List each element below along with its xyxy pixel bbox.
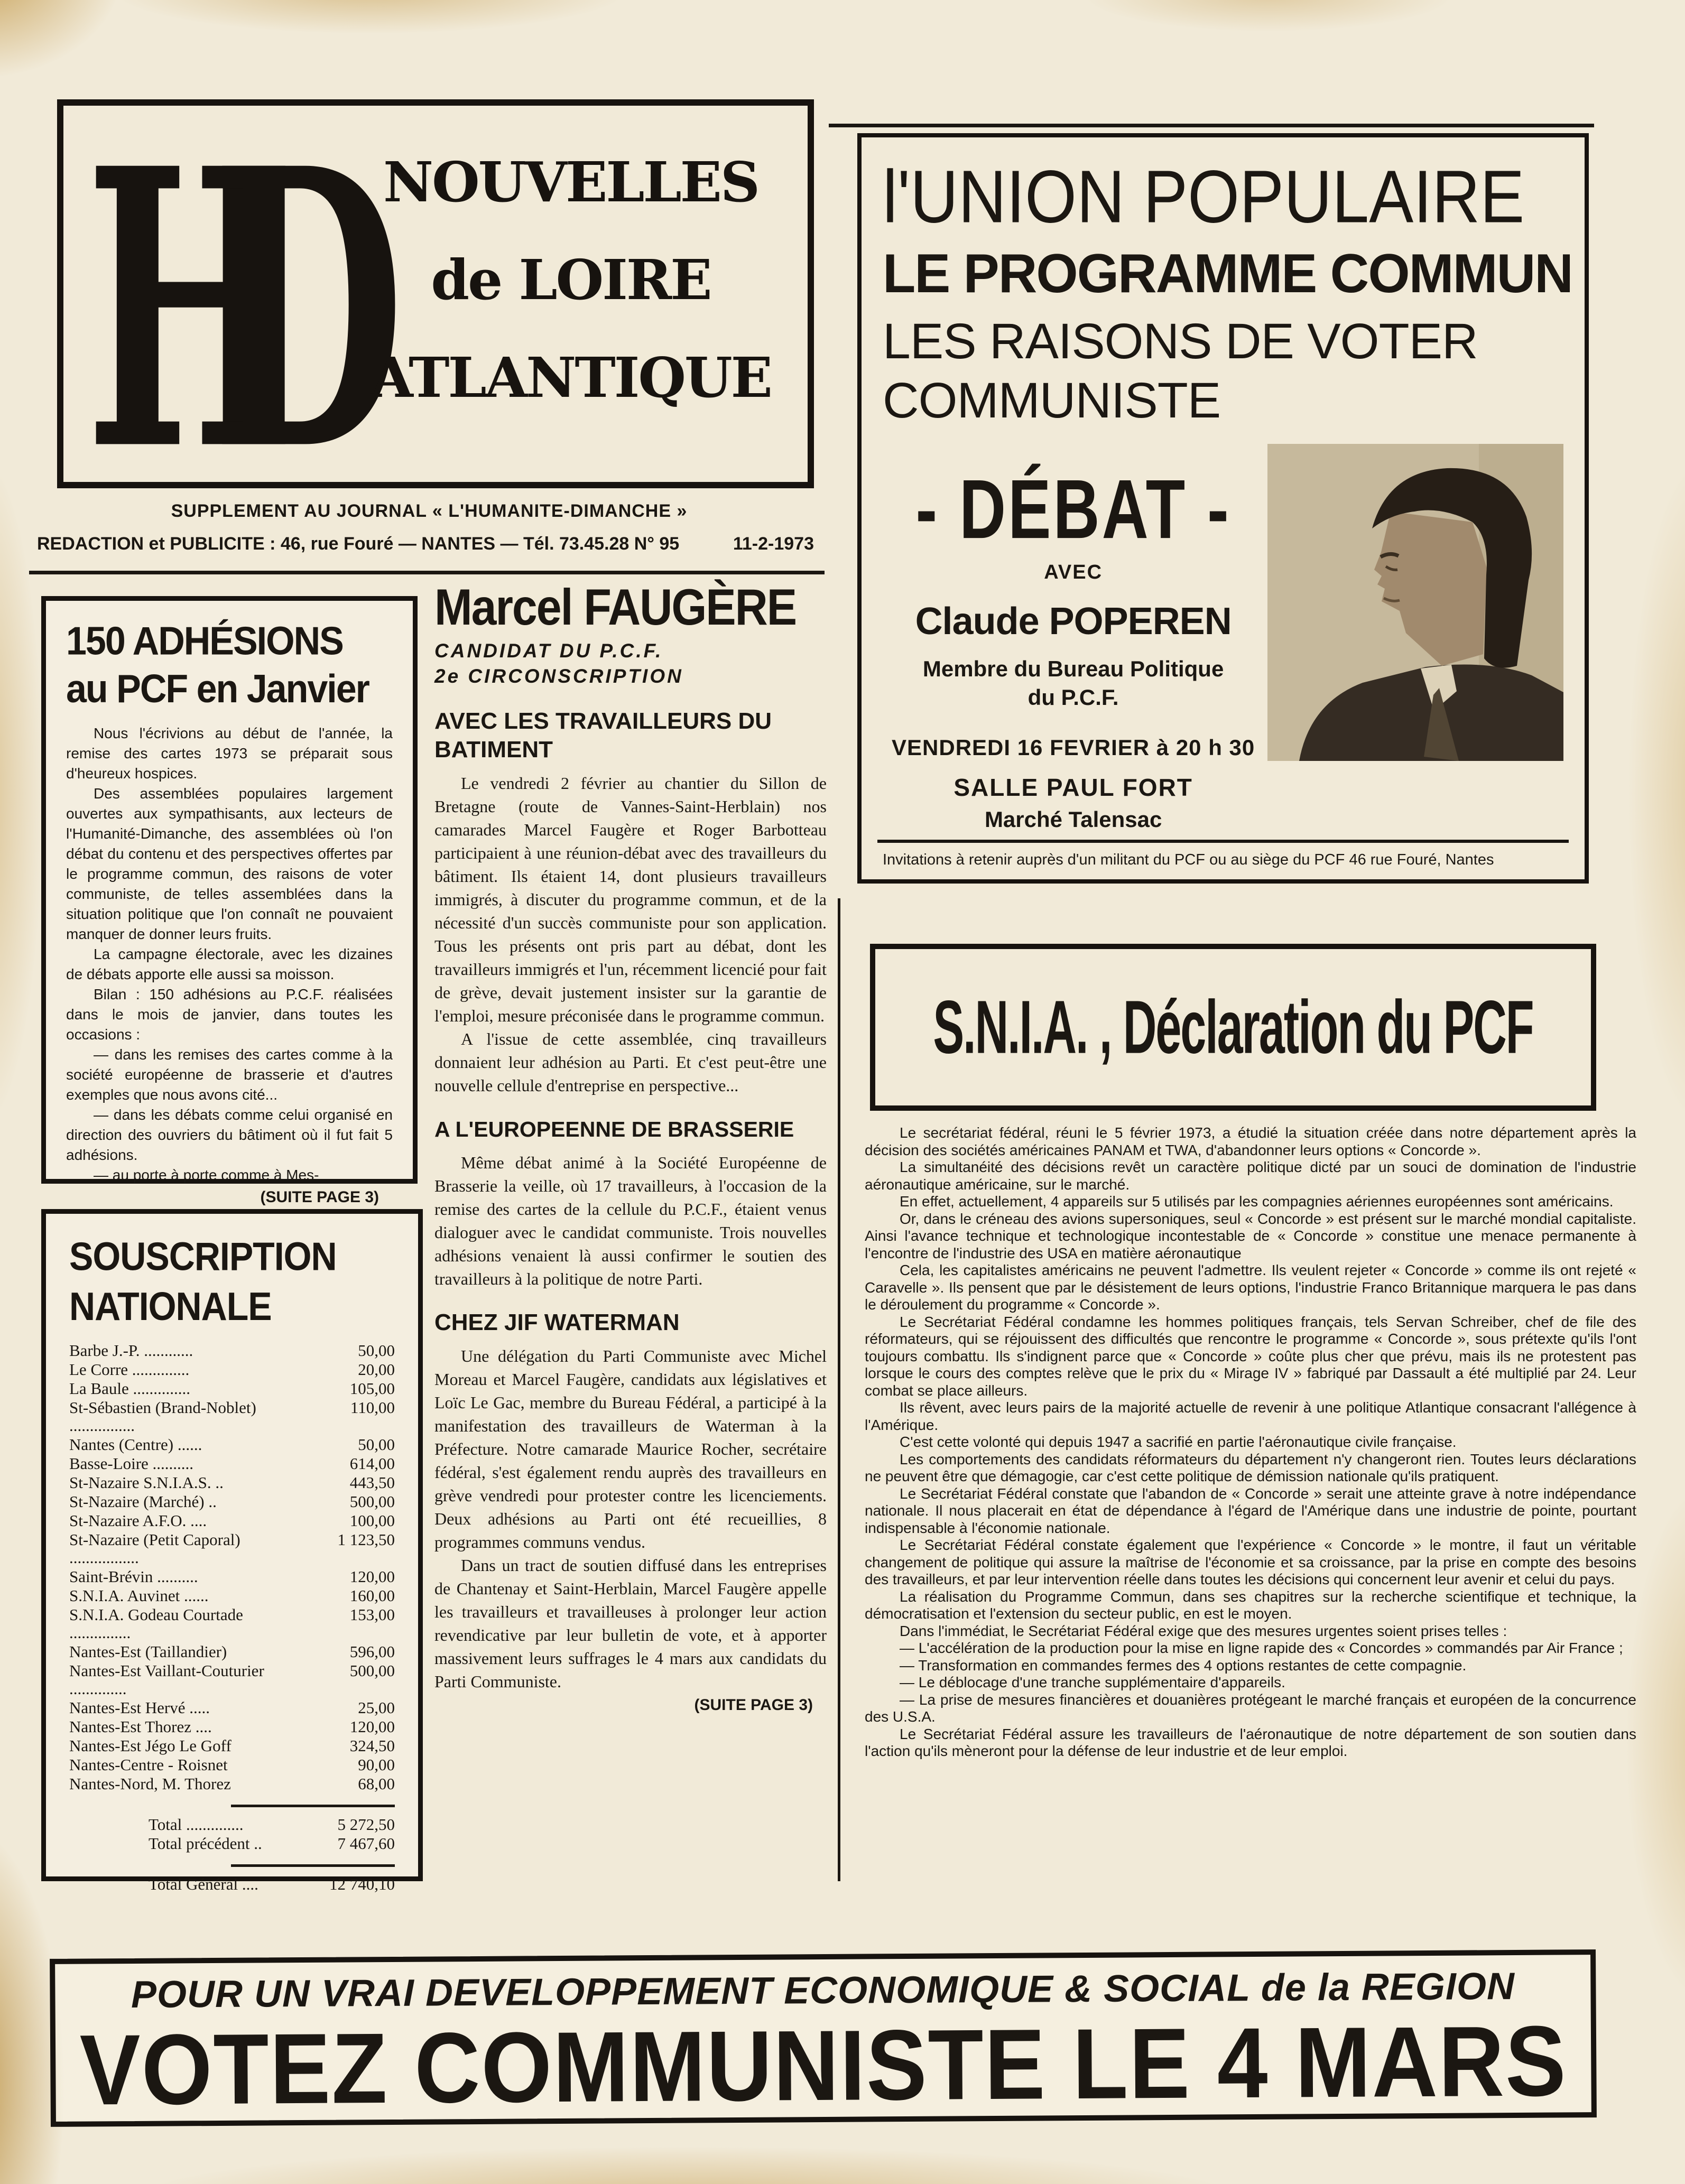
row-label: Saint-Brévin .......... [69, 1567, 198, 1586]
debat-title: - DÉBAT - [915, 462, 1231, 556]
faugere-subtitle-line1: CANDIDAT DU P.C.F. [434, 640, 663, 662]
union-line3: LES RAISONS DE VOTER [883, 313, 1478, 369]
faugere-continued-note: (SUITE PAGE 3) [694, 1696, 813, 1714]
row-amount: 614,00 [349, 1454, 395, 1473]
section-heading-batiment: AVEC LES TRAVAILLEURS DU BATIMENT [434, 708, 772, 763]
table-row [69, 1455, 395, 1473]
masthead-title-line3: ATLANTIQUE [371, 345, 771, 410]
row-amount: 90,00 [358, 1755, 395, 1774]
event-venue: SALLE PAUL FORT [953, 774, 1193, 801]
grand-total-row [69, 1875, 395, 1893]
banner-slogan: POUR UN VRAI DEVELOPPEMENT ECONOMIQUE & SOCIAL de la REGION [131, 1965, 1515, 2016]
paragraph: Une délégation du Parti Communiste avec Michel Moreau et Marcel Faugère, candidats aux législatives et Loïc Le Gac, membre du Bureau Fédéral, a participé à la manifestation des travailleurs de Waterman à la Préfecture. Notre camarade Maurice Rocher, secrétaire fédéral, s'est également rendu auprès des travailleurs en grève vendredi pour protester contre les licenciements. Deux adhésions au Parti ont été recueillies, 8 programmes communs vendus. [434, 1346, 827, 1551]
table-row [69, 1568, 395, 1586]
paragraph: — Le déblocage d'une tranche supplémentaire d'appareils. [900, 1674, 1285, 1690]
row-label: Nantes-Est Vaillant-Couturier .............. [69, 1661, 264, 1698]
row-label: St-Nazaire (Marché) .. [69, 1492, 217, 1511]
debat-details [883, 444, 1264, 832]
row-amount: 596,00 [349, 1642, 395, 1661]
hd-logo [86, 87, 350, 535]
union-line1: l'UNION POPULAIRE [883, 154, 1525, 238]
faugere-subtitle-line2: 2e CIRCONSCRIPTION [434, 665, 683, 687]
row-label: La Baule .............. [69, 1379, 191, 1398]
faugere-headline: Marcel FAUGÈRE [434, 579, 797, 636]
souscription-headline-line2: NATIONALE [69, 1285, 272, 1329]
event-venue-detail: Marché Talensac [984, 807, 1162, 832]
total-amount: 5 272,50 [337, 1815, 395, 1834]
paragraph: — La prise de mesures financières et douanières protégeant le marché français et européen de la concurrence des U.S.A. [865, 1691, 1636, 1725]
table-row [69, 1756, 395, 1774]
row-label: Nantes-Centre - Roisnet [69, 1755, 228, 1774]
paragraph: Le secrétariat fédéral, réuni le 5 février 1973, a étudié la situation créée dans notre département après la décision des sociétés américaines PANAM et TWA, d'abandonner leurs options « Concorde ». [865, 1124, 1636, 1158]
redaction-address: REDACTION et PUBLICITE : 46, rue Fouré — NANTES — Tél. 73.45.28 N° 95 [37, 534, 680, 554]
union-populaire-announcement [857, 133, 1589, 884]
row-amount: 110,00 [350, 1398, 395, 1417]
snia-declaration-body [865, 1124, 1636, 1760]
adhesions-headline [66, 617, 393, 712]
paragraph: Les comportements des candidats réformateurs du département n'y changeront rien. Toutes leurs déclarations ne peuvent être que démagogie, car c'est cette politique de démission nationale qu'ils pratiquent. [865, 1451, 1636, 1484]
row-label: Nantes (Centre) ...... [69, 1435, 202, 1454]
event-datetime: VENDREDI 16 FEVRIER à 20 h 30 [892, 735, 1255, 760]
snia-headline: S.N.I.A. , Déclaration du PCF [933, 984, 1533, 1070]
row-amount: 153,00 [349, 1605, 395, 1624]
paragraph: Le Secrétariat Fédéral condamne les hommes politiques français, tels Servan Schreiber, chef de file des réformateurs, qui se réjouissent des difficultés que rencontre le programme « Concorde », sous prétexte qu'ils l'ont toujours combattu. Ils s'indignent parce que « Concorde » coûte plus cher que prévu, mais ils ne protestent pas lorsque le cours des comptes relève que le prix du « Mirage IV » fabriqué par Dassault a été multiplié par 24. Leur combat se place ailleurs. [865, 1313, 1636, 1399]
paragraph: Des assemblées populaires largement ouvertes aux sympathisants, aux lecteurs de l'Humanité-Dimanche, des assemblées où l'on débat du contenu et des perspectives offertes par le programme commun, des raisons de voter communiste, de telles assemblées dans la situation politique que l'on connaît ne pouvaient manquer de donner leurs fruits. [66, 785, 393, 942]
total-label: Total .............. [149, 1815, 244, 1834]
row-amount: 120,00 [349, 1567, 395, 1586]
paragraph: — au porte à porte comme à Mes- [94, 1167, 319, 1183]
adhesions-body [66, 723, 393, 1185]
paragraph: Bilan : 150 adhésions au P.C.F. réalisées dans le mois de janvier, dans toutes les occasions : [66, 986, 393, 1043]
paragraph: C'est cette volonté qui depuis 1947 a sacrifié en partie l'aéronautique civile française. [900, 1434, 1457, 1450]
paragraph: Cela, les capitalistes américains ne peuvent l'admettre. Ils veulent rejeter « Concorde » comme ils ont rejeté « Caravelle ». Ils pensent que par le désistement de leurs options, l'industrie Franco Britannique marquera le pas dans le déroulement du programme « Concorde ». [865, 1262, 1636, 1313]
row-amount: 324,50 [349, 1736, 395, 1755]
souscription-headline-line1: SOUSCRIPTION [69, 1234, 337, 1279]
row-label: Nantes-Est Thorez .... [69, 1717, 212, 1736]
table-row [69, 1361, 395, 1379]
section-heading-waterman: CHEZ JIF WATERMAN [434, 1309, 680, 1335]
table-row [69, 1342, 395, 1360]
banner-vote-call: VOTEZ COMMUNISTE LE 4 MARS [79, 2005, 1568, 2126]
table-row [69, 1699, 395, 1717]
row-label: S.N.I.A. Auvinet ...... [69, 1586, 209, 1605]
row-amount: 25,00 [358, 1698, 395, 1717]
paragraph: Nous l'écrivions au début de l'année, la remise des cartes 1973 se préparait sous d'heureux hospices. [66, 725, 393, 782]
row-amount: 160,00 [349, 1586, 395, 1605]
totals-rule [231, 1805, 395, 1807]
election-banner [50, 1949, 1597, 2127]
row-amount: 100,00 [349, 1511, 395, 1530]
total-row [69, 1835, 395, 1853]
total-label: Total précédent .. [149, 1834, 262, 1853]
souscription-grand-total [69, 1875, 395, 1893]
row-amount: 68,00 [358, 1774, 395, 1793]
section-body-brasserie [434, 1151, 827, 1290]
table-row [69, 1737, 395, 1755]
table-row [69, 1493, 395, 1511]
row-label: St-Nazaire S.N.I.A.S. .. [69, 1473, 224, 1492]
row-amount: 50,00 [358, 1341, 395, 1360]
masthead-title-line1: NOUVELLES [383, 150, 758, 215]
table-row [69, 1531, 395, 1567]
table-row [69, 1643, 395, 1661]
total-row [69, 1816, 395, 1834]
masthead-title-line2: de LOIRE [431, 247, 711, 312]
article-150-adhesions [41, 596, 418, 1206]
row-amount: 105,00 [349, 1379, 395, 1398]
row-amount: 50,00 [358, 1435, 395, 1454]
total-amount: 7 467,60 [337, 1834, 395, 1853]
section-heading-brasserie: A L'EUROPEENNE DE BRASSERIE [434, 1117, 794, 1141]
row-label: St-Sébastien (Brand-Noblet) ................ [69, 1398, 256, 1435]
speaker-name: Claude POPEREN [915, 600, 1232, 643]
table-row [69, 1587, 395, 1605]
table-row [69, 1399, 395, 1435]
souscription-rows [69, 1342, 395, 1793]
row-label: St-Nazaire A.F.O. .... [69, 1511, 207, 1530]
table-row [69, 1512, 395, 1530]
table-row [69, 1606, 395, 1642]
paragraph: Même débat animé à la Société Européenne de Brasserie la veille, où 17 travailleurs, à l'occasion de la remise des cartes de la cellule du P.C.F., étaient venus dialoguer avec le candidat communiste. Trois nouvelles adhésions venaient là aussi confirmer le soutien des travailleurs à la politique de notre Parti. [434, 1153, 827, 1288]
souscription-nationale [41, 1209, 423, 1893]
paragraph: Le vendredi 2 février au chantier du Sillon de Bretagne (route de Vannes-Saint-Herblain) nos camarades Marcel Faugère et Roger Barbotteau participaient à une réunion-débat avec des travailleurs du bâtiment. Ils étaient 14, dont plusieurs travailleurs immigrés, à discuter du programme commun, et de la nécessité d'un succès communiste pour son application. Tous les présents ont pris part au débat, dont les travailleurs immigrés et l'un, récemment licencié pour fait de grève, devait justement insister sur la garantie de l'emploi, mesure préconisée dans le programme commun. [434, 774, 827, 1025]
souscription-totals [69, 1816, 395, 1853]
union-line4: COMMUNISTE [883, 373, 1221, 429]
table-row [69, 1474, 395, 1492]
row-amount: 500,00 [349, 1492, 395, 1511]
paragraph: — dans les remises des cartes comme à la société européenne de brasserie et d'autres exemples que nous avons cité... [66, 1046, 393, 1103]
row-amount: 120,00 [349, 1717, 395, 1736]
paragraph: — L'accélération de la production pour la mise en ligne rapide des « Concordes » commandés par Air France ; [900, 1640, 1623, 1656]
section-body-batiment [434, 772, 827, 1097]
faugere-subtitle [434, 638, 827, 689]
table-row [69, 1718, 395, 1736]
debat-area [883, 444, 1563, 832]
paragraph: — Transformation en commandes fermes des 4 options restantes de cette compagnie. [900, 1657, 1467, 1674]
row-label: Nantes-Nord, M. Thorez [69, 1774, 231, 1793]
publication-info-row [37, 534, 814, 554]
invitation-note: Invitations à retenir auprès d'un militant du PCF ou au siège du PCF 46 rue Fouré, Nantes [877, 840, 1569, 872]
row-label: Nantes-Est Hervé ..... [69, 1698, 210, 1717]
paragraph: La campagne électorale, avec les dizaines de débats apporte elle aussi sa moisson. [66, 946, 393, 982]
grand-total-rule [231, 1864, 395, 1867]
row-label: Nantes-Est Jégo Le Goff [69, 1736, 232, 1755]
paragraph: La simultanéité des décisions revêt un caractère politique dicté par un souci de domination de l'industrie aéronautique américaine, sur le marché. [865, 1159, 1636, 1193]
souscription-headline [69, 1232, 395, 1332]
adhesions-headline-line1: 150 ADHÉSIONS [66, 618, 343, 663]
speaker-role-line1: Membre du Bureau Politique [922, 656, 1224, 681]
souscription-table [69, 1342, 395, 1893]
union-box-top-line [829, 124, 1594, 127]
table-row [69, 1662, 395, 1698]
snia-headline-box [870, 944, 1596, 1111]
section-body-waterman [434, 1344, 827, 1693]
grand-total-amount: 12 740,10 [329, 1875, 395, 1893]
portrait-photo-graphic [1267, 444, 1563, 761]
article-marcel-faugere [434, 579, 827, 1714]
row-label: Le Corre .............. [69, 1360, 190, 1379]
row-amount: 20,00 [358, 1360, 395, 1379]
masthead-rule [29, 571, 825, 574]
row-label: St-Nazaire (Petit Caporal) ................. [69, 1530, 240, 1567]
row-amount: 443,50 [349, 1473, 395, 1492]
grand-total-label: Total Général .... [149, 1875, 258, 1893]
table-row [69, 1775, 395, 1793]
row-label: Nantes-Est (Taillandier) [69, 1642, 227, 1661]
column-separator-rule [838, 898, 840, 1881]
row-label: Basse-Loire .......... [69, 1454, 194, 1473]
row-label: S.N.I.A. Godeau Courtade ............... [69, 1605, 243, 1642]
debat-avec: AVEC [1044, 561, 1103, 583]
issue-date: 11-2-1973 [733, 534, 814, 554]
paragraph: La réalisation du Programme Commun, dans ses chapitres sur la recherche scientifique et technique, la démocratisation et l'extension du secteur public, en est le moyen. [865, 1588, 1636, 1622]
table-row [69, 1436, 395, 1454]
claude-poperen-photo [1267, 444, 1563, 761]
supplement-line: SUPPLEMENT AU JOURNAL « L'HUMANITE-DIMANCHE » [171, 501, 688, 521]
paragraph: A l'issue de cette assemblée, cinq travailleurs donnaient leur adhésion au Parti. Et c'est peut-être une nouvelle cellule d'entreprise en perspective... [434, 1029, 827, 1095]
paragraph: Dans un tract de soutien diffusé dans les entreprises de Chantenay et Saint-Herblain, Marcel Faugère appelle les travailleurs et travailleuses à prolonger leur action revendicative par leur bulletin de vote, et à apporter massivement leurs suffrages le 4 mars aux candidats du Parti Communiste. [434, 1556, 827, 1691]
speaker-role-line2: du P.C.F. [1027, 685, 1119, 710]
masthead-title [351, 133, 790, 426]
paragraph: Le Secrétariat Fédéral assure les travailleurs de l'aéronautique de notre département de son soutien dans l'action qu'ils mèneront pour la défense de leur industrie et de leur emploi. [865, 1725, 1636, 1759]
paragraph: Le Secrétariat Fédéral constate que l'abandon de « Concorde » serait une atteinte grave à notre indépendance nationale. Il nous placerait en état de dépendance à l'égard de l'Amérique dans une industrie de pointe, pourtant indispensable à l'économie nationale. [865, 1485, 1636, 1536]
row-amount: 1 123,50 [337, 1530, 395, 1549]
paragraph: Dans l'immédiat, le Secrétariat Fédéral exige que des mesures urgentes soient prises telles : [900, 1622, 1507, 1639]
union-line2: LE PROGRAMME COMMUN [883, 243, 1572, 304]
row-label: Barbe J.-P. ............ [69, 1341, 193, 1360]
hd-logo-letters: HD [86, 87, 321, 535]
table-row [69, 1380, 395, 1398]
paragraph: Le Secrétariat Fédéral constate également que l'expérience « Concorde » le montre, il faut un véritable changement de politique qui assure la maîtrise de l'économie et sa croissance, par la prise en compte des besoins des travailleurs, et par leur intervention réelle dans toutes les décisions qui concernent leur avenir et celui du pays. [865, 1537, 1636, 1587]
speaker-role [883, 655, 1264, 712]
adhesions-headline-line2: au PCF en Janvier [66, 666, 369, 711]
paragraph: En effet, actuellement, 4 appareils sur 5 utilisés par les compagnies aériennes européennes sont américains. [900, 1193, 1614, 1210]
paragraph: Ils rêvent, avec leurs pairs de la majorité actuelle de revenir à une politique Atlantique consacrant l'allégence à l'Amérique. [865, 1399, 1636, 1433]
paragraph: — dans les débats comme celui organisé en direction des ouvriers du bâtiment où il fut fait 5 adhésions. [66, 1107, 393, 1163]
row-amount: 500,00 [349, 1661, 395, 1680]
paragraph: Or, dans le créneau des avions supersoniques, seul « Concorde » est présent sur le marché mondial capitaliste. Ainsi l'avance technique et technologique incontestable de « Concorde » constitue une menace permanente à l'encontre de l'industrie des USA en matière aéronautique [865, 1210, 1636, 1261]
adhesions-continued-note: (SUITE PAGE 3) [260, 1188, 379, 1206]
